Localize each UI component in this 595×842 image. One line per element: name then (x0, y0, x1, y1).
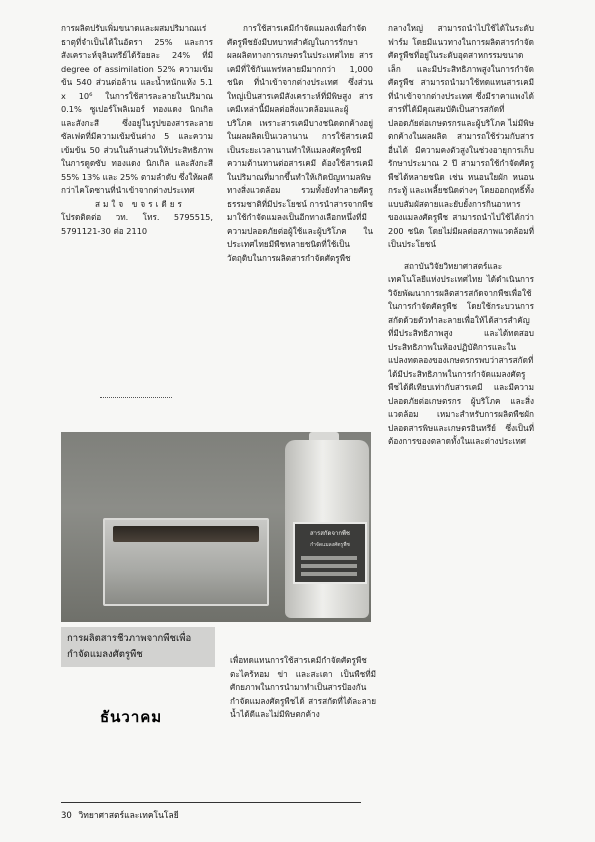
label-stripe (301, 556, 357, 560)
column-1 (61, 22, 213, 384)
column-2-bottom (230, 654, 376, 784)
author-name: ธันวาคม (100, 708, 163, 726)
footer-rule (61, 802, 361, 803)
article-photo (61, 432, 371, 622)
tray-image (103, 518, 269, 606)
column-2-bottom-text: เพื่อทดแทนการใช้สารเคมีกำจัดศัตรูพืช ตะไคร้หอม ข่า และสะเดา เป็นพืชที่มีศักยภาพในการนำมาทำเป็นสารป้องกันกำจัดแมลงศัตรูพืชได้ สารสกัดที่ได้ละลายน้ำได้ดีและไม่มีพิษตกค้าง (230, 655, 376, 719)
credit-name: สมใจ ขจรเดียร (95, 198, 185, 209)
bottle-label (293, 522, 367, 584)
page-number: 30 (61, 811, 72, 821)
bottle-label-text: สารสกัดจากพืช (310, 530, 350, 537)
section-divider (100, 397, 172, 398)
publication-name: วิทยาศาสตร์และเทคโนโลยี (78, 811, 179, 821)
column-3 (388, 22, 534, 784)
article-title-box: การผลิตสารชีวภาพจากพืชเพื่อกำจัดแมลงศัตรูพืช (61, 627, 215, 667)
column-2-text: การใช้สารเคมีกำจัดแมลงเพื่อกำจัดศัตรูพืชยังมีบทบาทสำคัญในการรักษาผลผลิตทางการเกษตรในประเทศไทย สารเคมีที่ใช้กันแพร่หลายมีมากกว่า 1,000 ชนิด ที่นำเข้าจากต่างประเทศ ซึ่งส่วนใหญ่เป็นสารเคมีสังเคราะห์ที่มีพิษสูง สารเคมีเหล่านี้มีผลต่อสิ่งแวดล้อมและผู้บริโภค เพราะสารเคมีบางชนิดตกค้างอยู่ในผลผลิตเป็นเวลานาน การใช้สารเคมีเป็นระยะเวลานานทำให้แมลงศัตรูพืชมีความต้านทานต่อสารเคมี ต้องใช้สารเคมีในปริมาณที่มากขึ้นทำให้เกิดปัญหามลพิษทางสิ่งแวดล้อม รวมทั้งยังทำลายศัตรูธรรมชาติที่มีประโยชน์ การนำสารจากพืชมาใช้กำจัดแมลงเป็นอีกทางเลือกหนึ่งที่มีความปลอดภัยต่อผู้ใช้และผู้บริโภค ในประเทศไทยมีพืชหลายชนิดที่ใช้เป็นวัตถุดิบในการผลิตสารกำจัดศัตรูพืช (227, 23, 373, 263)
credit-contact: โปรดติดต่อ วท. โทร. 5795515, 5791121-30 ต่อ 2110 (61, 212, 213, 236)
page-footer (61, 808, 179, 822)
label-stripe (301, 564, 357, 568)
bottle-label-subtext: กำจัดแมลงศัตรูพืช (310, 542, 350, 548)
label-stripe (301, 572, 357, 576)
column-3-text-bottom: สถาบันวิจัยวิทยาศาสตร์และเทคโนโลยีแห่งประเทศไทย ได้ดำเนินการวิจัยพัฒนาการผลิตสารสกัดจากพืชเพื่อใช้ในการกำจัดศัตรูพืช โดยใช้กระบวนการสกัดด้วยตัวทำละลายเพื่อให้ได้สารสำคัญที่มีประสิทธิภาพสูง และได้ทดสอบประสิทธิภาพในห้องปฏิบัติการและในแปลงทดลองของเกษตรกรพบว่าสารสกัดที่ได้มีประสิทธิภาพในการกำจัดแมลงศัตรูพืชได้ดีเทียบเท่ากับสารเคมี และมีความปลอดภัยต่อเกษตรกร ผู้บริโภค และสิ่งแวดล้อม เหมาะสำหรับการผลิตพืชผักปลอดสารพิษและเกษตรอินทรีย์ ซึ่งเป็นที่ต้องการของตลาดทั้งในและต่างประเทศ (388, 260, 534, 446)
tray-contents (113, 526, 259, 542)
column-1-text: การผลิตปรับเพิ่มขนาดและผสมปริมาณแร่ธาตุที่จำเป็นได้ในอัตรา 25% และการสังเคราะห์จุลินทรีย์ได้ร้อยละ 24% ที่มี degree of assimilation 52% ความเข้มข้น 540 ส่วนต่อล้าน และน้ำหนักแห้ง 5.1 x 10⁶ ในการใช้สารละลายในปริมาณ 0.1% ซูเปอร์โพลิเมอร์ ทองแดง นิกเกิล และสังกะสี ซึ่งอยู่ในรูปของสารละลายซัลเฟตที่มีความเข้มข้นต่าง 5 และความเข้มข้น 50 ส่วนในล้านส่วนให้ประสิทธิภาพในการดูดซับ ทองแดง นิกเกิล และสังกะสี 55% 13% และ 25% ตามลำดับ ซึ่งให้ผลดีกว่าไคโตซานที่นำเข้าจากต่างประเทศ (61, 23, 213, 195)
column-3-text-top: กลางใหญ่ สามารถนำไปใช้ได้ในระดับฟาร์ม โดยมีแนวทางในการผลิตสารกำจัดศัตรูพืชที่อยู่ในระดับอุตสาหกรรมขนาดเล็ก และมีประสิทธิภาพสูงในการกำจัดศัตรูพืช สามารถนำมาใช้ทดแทนสารเคมีที่นำเข้าจากต่างประเทศ ซึ่งมีราคาแพงได้ สารที่ได้มีคุณสมบัติเป็นสารสกัดที่ปลอดภัยต่อเกษตรกรและผู้บริโภค ไม่มีพิษตกค้างในผลผลิต สามารถใช้ร่วมกับสารอื่นได้ มีความคงตัวสูงในช่วงอายุการเก็บรักษาประมาณ 2 ปี สามารถใช้กำจัดศัตรูพืชได้หลายชนิด เช่น หนอนใยผัก หนอนกระทู้ และเพลี้ยชนิดต่างๆ โดยออกฤทธิ์ทั้งแบบสัมผัสตายและยับยั้งการกินอาหารของแมลงศัตรูพืช สามารถนำไปใช้ได้กว่า 200 ชนิด โดยไม่มีผลต่อสภาพแวดล้อมที่เป็นประโยชน์ (388, 23, 534, 249)
